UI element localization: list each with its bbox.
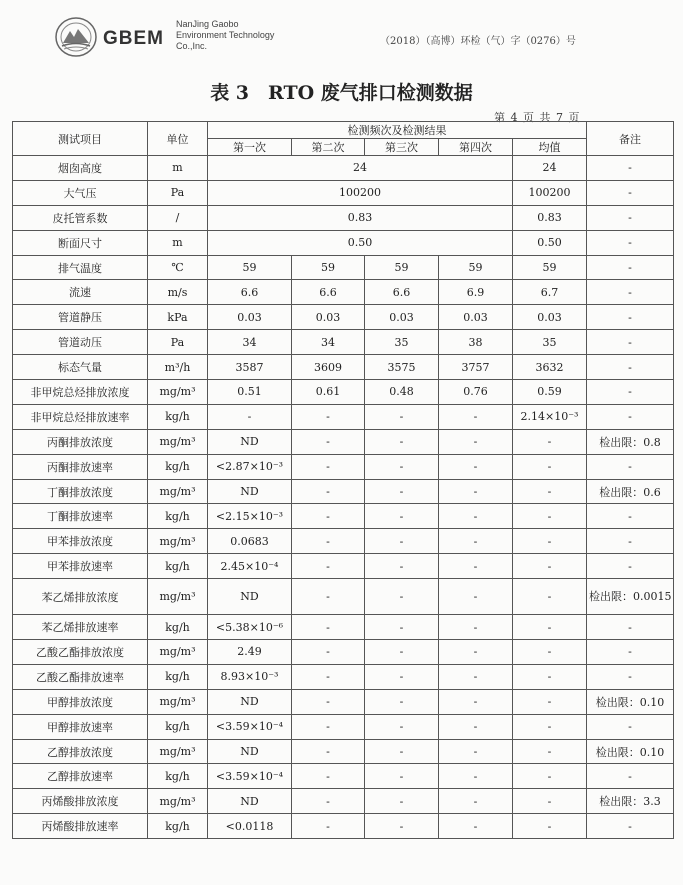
cell-unit: kg/h — [148, 814, 208, 839]
cell-note: - — [587, 404, 674, 429]
cell-second: - — [292, 789, 365, 814]
cell-item: 丙酮排放速率 — [13, 454, 148, 479]
cell-note: - — [587, 205, 674, 230]
cell-second: - — [292, 814, 365, 839]
cell-first: ND — [208, 789, 292, 814]
cell-note: - — [587, 504, 674, 529]
table-row — [13, 429, 674, 454]
cell-third: - — [365, 404, 439, 429]
cell-first: <5.38×10⁻⁶ — [208, 615, 292, 640]
cell-fourth: - — [439, 714, 513, 739]
table-row — [13, 789, 674, 814]
header-unit: 单位 — [148, 122, 208, 156]
cell-fourth: 0.76 — [439, 380, 513, 405]
header-first: 第一次 — [208, 139, 292, 156]
cell-third: - — [365, 789, 439, 814]
cell-average: 0.03 — [513, 305, 587, 330]
cell-unit: mg/m³ — [148, 640, 208, 665]
cell-value: 0.50 — [208, 230, 513, 255]
table-row — [13, 255, 674, 280]
cell-item: 丙烯酸排放速率 — [13, 814, 148, 839]
cell-first: 2.45×10⁻⁴ — [208, 554, 292, 579]
cell-average: 59 — [513, 255, 587, 280]
cell-second: - — [292, 529, 365, 554]
cell-fourth: - — [439, 689, 513, 714]
cell-first: ND — [208, 689, 292, 714]
cell-second: - — [292, 764, 365, 789]
cell-average: 24 — [513, 156, 587, 181]
cell-item: 甲醇排放浓度 — [13, 689, 148, 714]
cell-first: 59 — [208, 255, 292, 280]
cell-first: 0.03 — [208, 305, 292, 330]
cell-average: - — [513, 479, 587, 504]
cell-item: 苯乙烯排放浓度 — [13, 579, 148, 615]
cell-average: 0.50 — [513, 230, 587, 255]
cell-second: 34 — [292, 330, 365, 355]
cell-item: 丙酮排放浓度 — [13, 429, 148, 454]
header-group: 检测频次及检测结果 — [208, 122, 587, 139]
cell-unit: / — [148, 205, 208, 230]
cell-fourth: - — [439, 814, 513, 839]
cell-note: - — [587, 764, 674, 789]
table-row — [13, 404, 674, 429]
cell-unit: mg/m³ — [148, 739, 208, 764]
cell-first: 3587 — [208, 355, 292, 380]
cell-note: 检出限：0.6 — [587, 479, 674, 504]
cell-note: - — [587, 355, 674, 380]
cell-third: - — [365, 814, 439, 839]
cell-average: 100200 — [513, 180, 587, 205]
cell-note: - — [587, 640, 674, 665]
cell-fourth: - — [439, 454, 513, 479]
cell-average: - — [513, 739, 587, 764]
cell-item: 乙酸乙酯排放浓度 — [13, 640, 148, 665]
cell-note: - — [587, 180, 674, 205]
cell-third: - — [365, 640, 439, 665]
cell-note: - — [587, 255, 674, 280]
table-row — [13, 640, 674, 665]
cell-item: 乙酸乙酯排放速率 — [13, 664, 148, 689]
cell-note: - — [587, 664, 674, 689]
table-row — [13, 714, 674, 739]
cell-second: - — [292, 640, 365, 665]
cell-item: 非甲烷总烃排放浓度 — [13, 380, 148, 405]
cell-note: - — [587, 714, 674, 739]
cell-second: - — [292, 454, 365, 479]
cell-unit: m³/h — [148, 355, 208, 380]
table-row — [13, 205, 674, 230]
cell-fourth: - — [439, 429, 513, 454]
cell-average: 0.59 — [513, 380, 587, 405]
cell-fourth: - — [439, 504, 513, 529]
cell-average: 6.7 — [513, 280, 587, 305]
cell-unit: kg/h — [148, 404, 208, 429]
cell-item: 管道静压 — [13, 305, 148, 330]
cell-second: - — [292, 689, 365, 714]
cell-first: ND — [208, 579, 292, 615]
cell-first: ND — [208, 429, 292, 454]
page-indicator: 第 4 页 共 7 页 — [494, 111, 581, 124]
cell-item: 管道动压 — [13, 330, 148, 355]
table-row — [13, 230, 674, 255]
table-row — [13, 355, 674, 380]
table-row — [13, 579, 674, 615]
cell-first: <3.59×10⁻⁴ — [208, 764, 292, 789]
table-row — [13, 689, 674, 714]
cell-first: <3.59×10⁻⁴ — [208, 714, 292, 739]
cell-note: - — [587, 529, 674, 554]
cell-average: - — [513, 454, 587, 479]
cell-third: - — [365, 554, 439, 579]
cell-second: - — [292, 579, 365, 615]
cell-average: - — [513, 664, 587, 689]
cell-average: - — [513, 814, 587, 839]
cell-third: 3575 — [365, 355, 439, 380]
cell-third: - — [365, 714, 439, 739]
table-row — [13, 664, 674, 689]
brand-name: GBEM — [103, 28, 164, 49]
cell-first: <2.87×10⁻³ — [208, 454, 292, 479]
cell-unit: kPa — [148, 305, 208, 330]
header-item: 测试项目 — [13, 122, 148, 156]
cell-unit: mg/m³ — [148, 579, 208, 615]
cell-item: 烟囱高度 — [13, 156, 148, 181]
cell-note: 检出限：0.10 — [587, 689, 674, 714]
cell-note: - — [587, 380, 674, 405]
cell-fourth: - — [439, 404, 513, 429]
cell-second: 0.03 — [292, 305, 365, 330]
table-row — [13, 814, 674, 839]
cell-unit: kg/h — [148, 554, 208, 579]
cell-first: ND — [208, 739, 292, 764]
cell-item: 甲醇排放速率 — [13, 714, 148, 739]
cell-first: 0.0683 — [208, 529, 292, 554]
cell-third: - — [365, 454, 439, 479]
cell-note: - — [587, 814, 674, 839]
cell-third: - — [365, 764, 439, 789]
cell-second: 6.6 — [292, 280, 365, 305]
cell-unit: kg/h — [148, 764, 208, 789]
cell-first: <0.0118 — [208, 814, 292, 839]
cell-note: 检出限：3.3 — [587, 789, 674, 814]
cell-third: - — [365, 529, 439, 554]
data-table — [12, 121, 674, 839]
table-row — [13, 330, 674, 355]
cell-note: 检出限：0.10 — [587, 739, 674, 764]
cell-average: - — [513, 764, 587, 789]
cell-item: 甲苯排放速率 — [13, 554, 148, 579]
table-row — [13, 479, 674, 504]
cell-average: 3632 — [513, 355, 587, 380]
cell-unit: kg/h — [148, 664, 208, 689]
cell-average: - — [513, 789, 587, 814]
company-logo-icon — [54, 16, 98, 58]
cell-note: - — [587, 615, 674, 640]
cell-average: 35 — [513, 330, 587, 355]
cell-fourth: - — [439, 764, 513, 789]
cell-unit: kg/h — [148, 714, 208, 739]
cell-unit: mg/m³ — [148, 789, 208, 814]
table-row — [13, 764, 674, 789]
cell-average: - — [513, 504, 587, 529]
cell-second: - — [292, 554, 365, 579]
cell-first: - — [208, 404, 292, 429]
cell-second: - — [292, 429, 365, 454]
cell-third: - — [365, 504, 439, 529]
cell-item: 苯乙烯排放速率 — [13, 615, 148, 640]
cell-unit: kg/h — [148, 504, 208, 529]
cell-third: 0.48 — [365, 380, 439, 405]
cell-average: - — [513, 529, 587, 554]
cell-average: - — [513, 429, 587, 454]
report-header — [0, 0, 683, 70]
cell-fourth: 6.9 — [439, 280, 513, 305]
cell-fourth: - — [439, 579, 513, 615]
cell-average: - — [513, 640, 587, 665]
cell-value: 24 — [208, 156, 513, 181]
cell-second: 59 — [292, 255, 365, 280]
cell-item: 流速 — [13, 280, 148, 305]
cell-average: - — [513, 689, 587, 714]
cell-unit: Pa — [148, 330, 208, 355]
cell-fourth: 0.03 — [439, 305, 513, 330]
cell-fourth: - — [439, 554, 513, 579]
cell-unit: mg/m³ — [148, 380, 208, 405]
table-row — [13, 529, 674, 554]
cell-average: 2.14×10⁻³ — [513, 404, 587, 429]
table-row — [13, 504, 674, 529]
cell-note: - — [587, 305, 674, 330]
table-row — [13, 180, 674, 205]
cell-unit: kg/h — [148, 454, 208, 479]
cell-first: 0.51 — [208, 380, 292, 405]
table-row — [13, 280, 674, 305]
cell-unit: m — [148, 156, 208, 181]
cell-third: 35 — [365, 330, 439, 355]
table-title: 表 3 RTO 废气排口检测数据 — [210, 82, 473, 104]
cell-first: 34 — [208, 330, 292, 355]
cell-note: 检出限：0.0015 — [587, 579, 674, 615]
table-row — [13, 554, 674, 579]
cell-item: 丁酮排放速率 — [13, 504, 148, 529]
cell-value: 100200 — [208, 180, 513, 205]
cell-third: - — [365, 479, 439, 504]
cell-item: 丁酮排放浓度 — [13, 479, 148, 504]
cell-third: - — [365, 664, 439, 689]
cell-first: <2.15×10⁻³ — [208, 504, 292, 529]
cell-third: 59 — [365, 255, 439, 280]
header-average: 均值 — [513, 139, 587, 156]
cell-second: - — [292, 404, 365, 429]
header-fourth: 第四次 — [439, 139, 513, 156]
cell-first: 2.49 — [208, 640, 292, 665]
header-note: 备注 — [587, 122, 674, 156]
cell-unit: m — [148, 230, 208, 255]
cell-third: 0.03 — [365, 305, 439, 330]
cell-second: - — [292, 739, 365, 764]
cell-first: 6.6 — [208, 280, 292, 305]
cell-unit: mg/m³ — [148, 689, 208, 714]
cell-unit: mg/m³ — [148, 429, 208, 454]
cell-third: 6.6 — [365, 280, 439, 305]
cell-fourth: 38 — [439, 330, 513, 355]
cell-item: 排气温度 — [13, 255, 148, 280]
cell-note: - — [587, 280, 674, 305]
cell-item: 非甲烷总烃排放速率 — [13, 404, 148, 429]
cell-average: - — [513, 714, 587, 739]
cell-note: - — [587, 454, 674, 479]
cell-third: - — [365, 615, 439, 640]
cell-unit: ℃ — [148, 255, 208, 280]
cell-average: - — [513, 615, 587, 640]
cell-item: 标态气量 — [13, 355, 148, 380]
cell-average: - — [513, 579, 587, 615]
cell-second: - — [292, 504, 365, 529]
cell-unit: Pa — [148, 180, 208, 205]
cell-second: - — [292, 714, 365, 739]
cell-note: - — [587, 156, 674, 181]
cell-third: - — [365, 689, 439, 714]
table-row — [13, 380, 674, 405]
cell-item: 乙醇排放速率 — [13, 764, 148, 789]
company-name: NanJing Gaobo Environment Technology Co.,Inc. — [176, 19, 275, 51]
cell-second: - — [292, 664, 365, 689]
cell-third: - — [365, 739, 439, 764]
cell-value: 0.83 — [208, 205, 513, 230]
cell-note: - — [587, 554, 674, 579]
cell-second: 3609 — [292, 355, 365, 380]
cell-unit: kg/h — [148, 615, 208, 640]
cell-first: ND — [208, 479, 292, 504]
cell-fourth: - — [439, 789, 513, 814]
report-number: （2018）（高博）环检（气）字（0276）号 — [380, 36, 576, 47]
cell-note: 检出限：0.8 — [587, 429, 674, 454]
cell-second: 0.61 — [292, 380, 365, 405]
cell-second: - — [292, 615, 365, 640]
cell-fourth: - — [439, 479, 513, 504]
cell-fourth: - — [439, 529, 513, 554]
cell-item: 甲苯排放浓度 — [13, 529, 148, 554]
table-row — [13, 156, 674, 181]
table-row — [13, 615, 674, 640]
cell-item: 大气压 — [13, 180, 148, 205]
table-row — [13, 454, 674, 479]
cell-average: 0.83 — [513, 205, 587, 230]
cell-fourth: - — [439, 640, 513, 665]
cell-fourth: - — [439, 739, 513, 764]
table-row — [13, 305, 674, 330]
cell-first: 8.93×10⁻³ — [208, 664, 292, 689]
cell-unit: mg/m³ — [148, 479, 208, 504]
cell-note: - — [587, 230, 674, 255]
cell-second: - — [292, 479, 365, 504]
cell-fourth: - — [439, 664, 513, 689]
cell-unit: mg/m³ — [148, 529, 208, 554]
cell-fourth: 3757 — [439, 355, 513, 380]
cell-note: - — [587, 330, 674, 355]
cell-item: 乙醇排放浓度 — [13, 739, 148, 764]
cell-item: 丙烯酸排放浓度 — [13, 789, 148, 814]
cell-fourth: - — [439, 615, 513, 640]
header-second: 第二次 — [292, 139, 365, 156]
header-third: 第三次 — [365, 139, 439, 156]
cell-average: - — [513, 554, 587, 579]
cell-third: - — [365, 429, 439, 454]
cell-third: - — [365, 579, 439, 615]
cell-fourth: 59 — [439, 255, 513, 280]
cell-item: 皮托管系数 — [13, 205, 148, 230]
cell-item: 断面尺寸 — [13, 230, 148, 255]
table-row — [13, 739, 674, 764]
cell-unit: m/s — [148, 280, 208, 305]
